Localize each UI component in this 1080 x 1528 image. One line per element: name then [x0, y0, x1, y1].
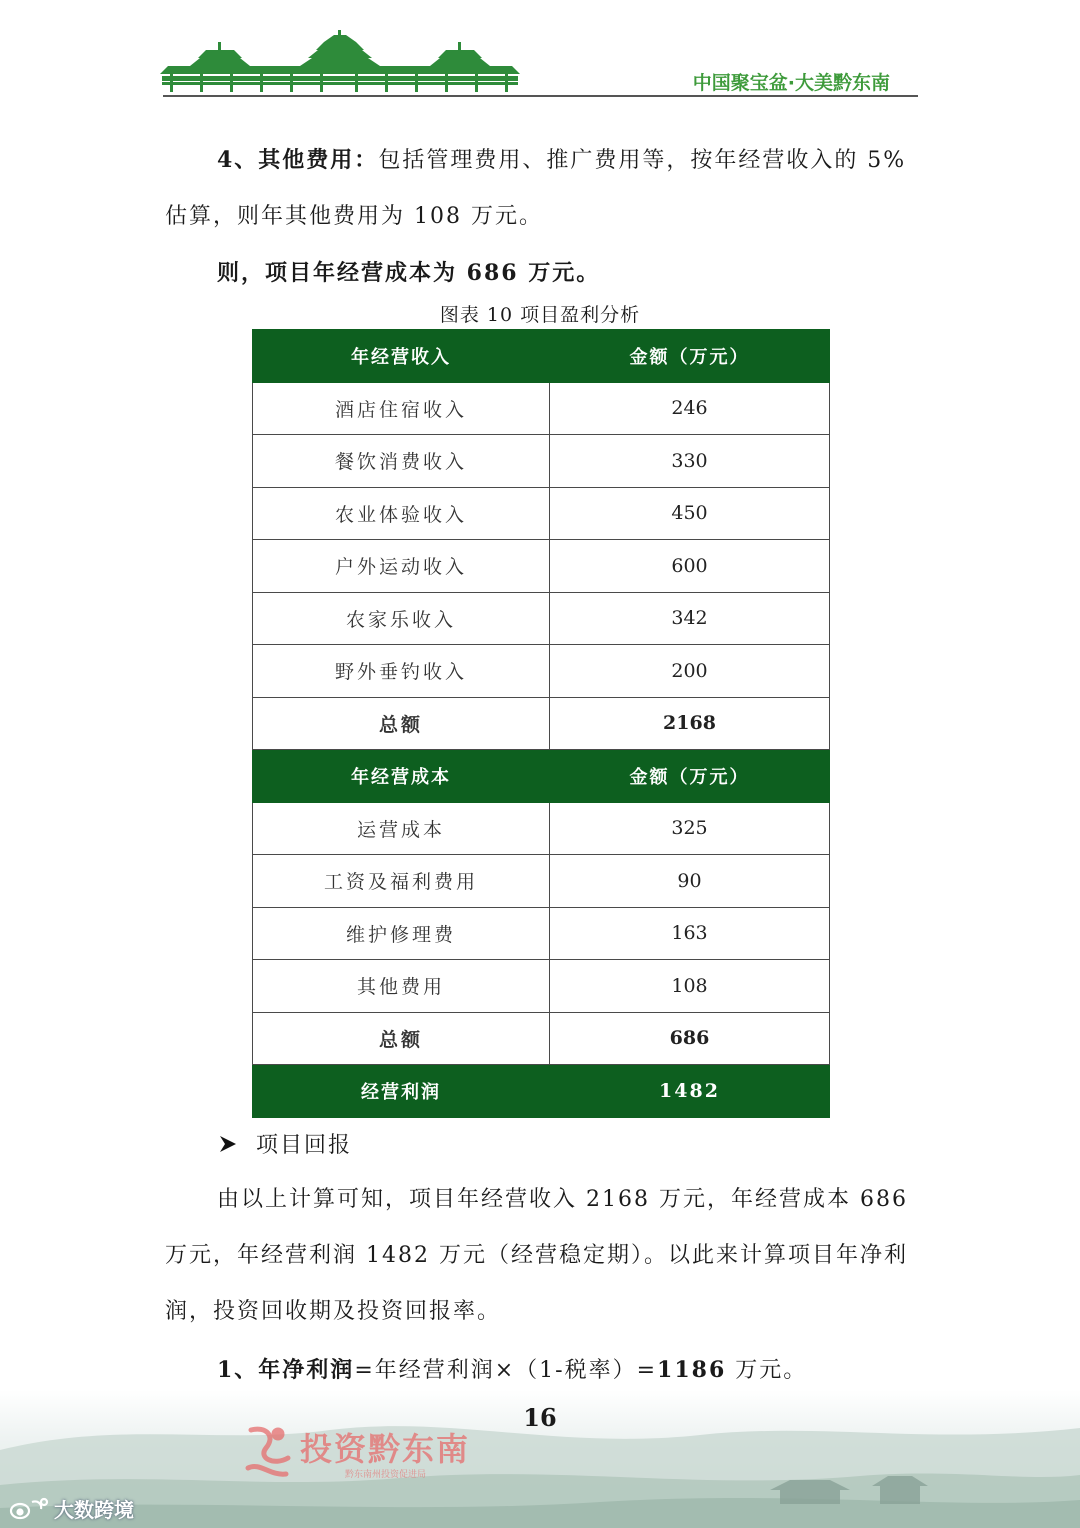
section-heading — [218, 1128, 352, 1159]
table-row — [253, 382, 830, 435]
paragraph-text: 则，项目年经营成本为 686 万元。 — [217, 260, 601, 286]
table-row — [253, 802, 830, 855]
paragraph-text: =年经营利润×（1-税率）= — [354, 1358, 658, 1383]
table-cell-label: 经营利润 — [253, 1065, 550, 1118]
table-cell-value: 325 — [550, 802, 830, 855]
table-cell-value: 163 — [550, 907, 830, 960]
table-cell-label: 农业体验收入 — [253, 487, 550, 540]
table-cell-value: 450 — [550, 487, 830, 540]
paragraph-other-expenses — [165, 132, 917, 245]
page-header — [0, 0, 1080, 110]
table-cell-value: 1482 — [550, 1065, 830, 1118]
table-cell-label: 其他费用 — [253, 960, 550, 1013]
table-cell-value: 246 — [550, 382, 830, 435]
table-cell-value: 600 — [550, 540, 830, 593]
watermark-text: 大数跨境 — [54, 1498, 134, 1522]
cost-total-row — [253, 1012, 830, 1065]
table-cell-value: 2168 — [550, 697, 830, 750]
table-cell-label: 户外运动收入 — [253, 540, 550, 593]
paragraph-return-summary: 由以上计算可知，项目年经营收入 2168 万元，年经营成本 686 万元，年经营利润 1482 万元（经营稳定期）。以此来计算项目年净利润，投资回收期及投资回报率。 — [165, 1187, 908, 1324]
table-row — [253, 540, 830, 593]
table-cell-label: 农家乐收入 — [253, 592, 550, 645]
table-row — [253, 960, 830, 1013]
table-cell-value: 330 — [550, 435, 830, 488]
table-row — [253, 907, 830, 960]
revenue-header-row — [253, 330, 830, 383]
page-number: 16 — [523, 1403, 557, 1432]
table-cell-label: 运营成本 — [253, 802, 550, 855]
brand-logo-icon — [236, 1418, 306, 1488]
table-header-cell: 金额（万元） — [550, 330, 830, 383]
profit-analysis-table — [252, 329, 830, 1118]
table-cell-value: 90 — [550, 855, 830, 908]
brand-subtitle: 黔东南州投资促进局 — [345, 1470, 427, 1480]
table-row — [253, 487, 830, 540]
weibo-logo-icon — [8, 1496, 50, 1522]
table-cell-label: 总额 — [253, 1012, 550, 1065]
pagoda-silhouette-icon — [160, 30, 520, 96]
table-cell-value: 342 — [550, 592, 830, 645]
paragraph-label: 1、年净利润 — [217, 1357, 355, 1383]
paragraph-unit: 万元。 — [726, 1358, 808, 1383]
operating-profit-row — [253, 1065, 830, 1118]
table-cell-label: 总额 — [253, 697, 550, 750]
table-row — [253, 855, 830, 908]
table-header-cell: 年经营成本 — [253, 750, 550, 803]
table-cell-value: 200 — [550, 645, 830, 698]
table-cell-label: 酒店住宿收入 — [253, 382, 550, 435]
watermark — [8, 1494, 134, 1523]
header-divider — [163, 95, 918, 97]
table-row — [253, 592, 830, 645]
table-cell-label: 餐饮消费收入 — [253, 435, 550, 488]
table-header-cell: 金额（万元） — [550, 750, 830, 803]
net-profit-value: 1186 — [657, 1357, 727, 1383]
brand-name: 投资黔东南 — [300, 1430, 471, 1468]
table-row — [253, 645, 830, 698]
section-title: 项目回报 — [256, 1133, 353, 1158]
cost-header-row — [253, 750, 830, 803]
table-row — [253, 435, 830, 488]
paragraph-operating-cost — [165, 245, 917, 302]
table-header-cell: 年经营收入 — [253, 330, 550, 383]
revenue-total-row — [253, 697, 830, 750]
arrow-right-icon — [218, 1134, 238, 1154]
table-cell-label: 野外垂钓收入 — [253, 645, 550, 698]
paragraph-label: 4、其他费用： — [217, 147, 379, 173]
paragraph-text: 包括管理费用、推广费用等，按年经营收入的 5%估算，则年其他费用为 108 万元。 — [165, 148, 907, 229]
table-cell-value: 108 — [550, 960, 830, 1013]
table-caption: 图表 10 项目盈利分析 — [439, 304, 641, 326]
header-slogan: 中国聚宝盆·大美黔东南 — [692, 72, 890, 94]
table-cell-value: 686 — [550, 1012, 830, 1065]
table-cell-label: 工资及福利费用 — [253, 855, 550, 908]
table-cell-label: 维护修理费 — [253, 907, 550, 960]
